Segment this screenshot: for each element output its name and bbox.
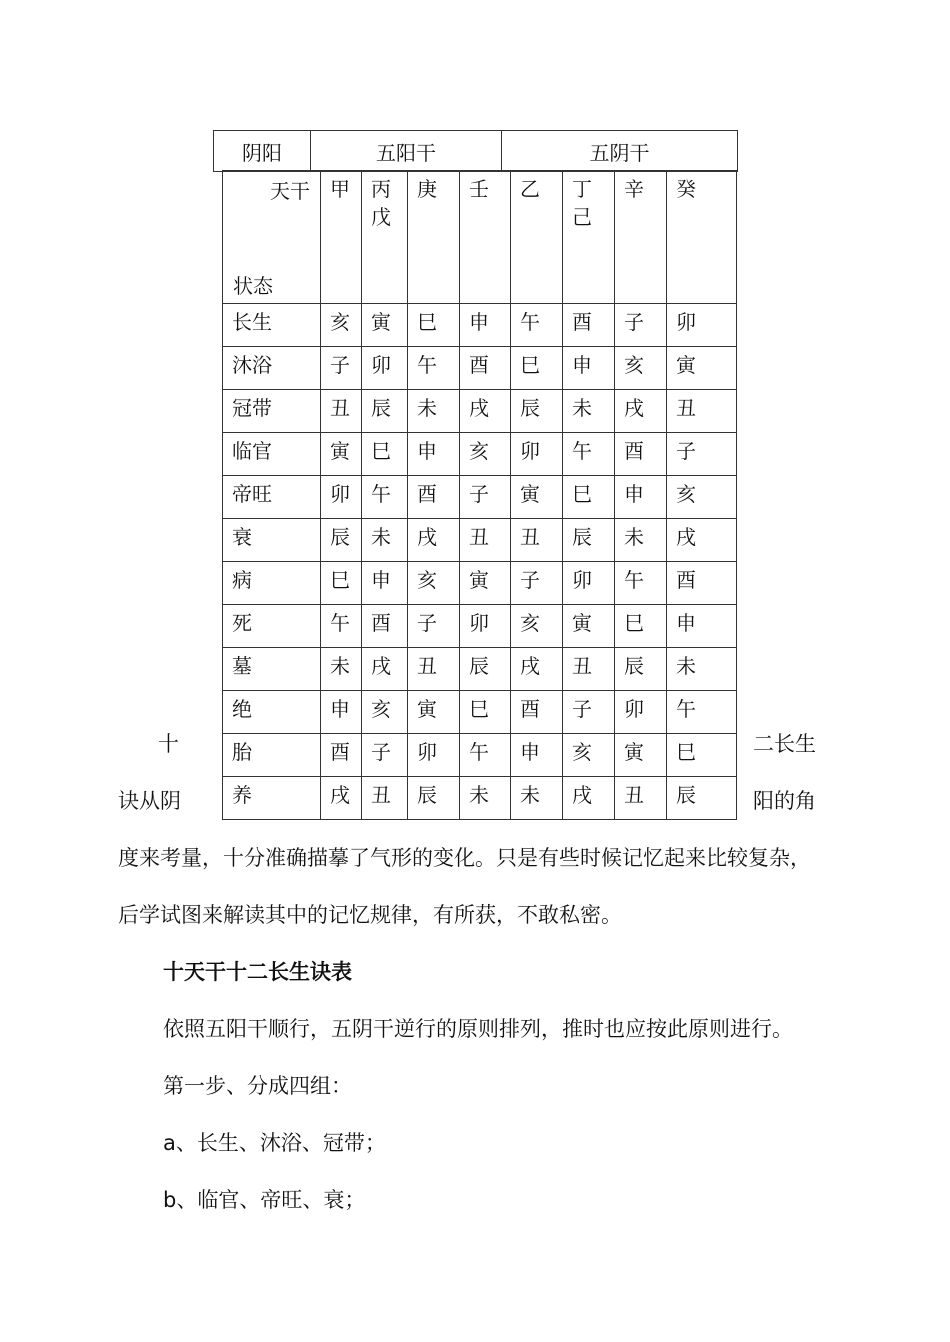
state-label-cell: 死 — [223, 605, 321, 648]
branch-cell: 午 — [563, 433, 615, 476]
branch-cell: 寅 — [667, 347, 737, 390]
branch-cell: 巳 — [511, 347, 563, 390]
state-label-cell: 长生 — [223, 304, 321, 347]
branch-cell: 戌 — [321, 777, 362, 820]
branch-cell: 丑 — [511, 519, 563, 562]
table-row — [223, 734, 737, 777]
branch-cell: 未 — [460, 777, 511, 820]
branch-cell: 戌 — [667, 519, 737, 562]
branch-cell: 申 — [460, 304, 511, 347]
table-row — [223, 304, 737, 347]
state-label-cell: 帝旺 — [223, 476, 321, 519]
branch-cell: 寅 — [511, 476, 563, 519]
branch-cell: 子 — [460, 476, 511, 519]
state-label-cell: 临官 — [223, 433, 321, 476]
branch-cell: 辰 — [615, 648, 667, 691]
stem-char: 乙 — [520, 177, 540, 201]
body-line-1: 度来考量，十分准确描摹了气形的变化。只是有些时候记忆起来比较复杂， — [118, 846, 811, 870]
branch-cell: 未 — [362, 519, 408, 562]
changsheng-table — [222, 170, 737, 820]
branch-cell: 子 — [362, 734, 408, 777]
branch-cell: 子 — [408, 605, 460, 648]
branch-cell: 丑 — [667, 390, 737, 433]
corner-label-state: 状态 — [233, 274, 273, 298]
branch-cell: 亥 — [362, 691, 408, 734]
list-item-a: a、长生、沐浴、冠带； — [163, 1131, 386, 1155]
table-row — [223, 390, 737, 433]
corner-cell — [223, 171, 321, 304]
branch-cell: 子 — [321, 347, 362, 390]
branch-cell: 未 — [667, 648, 737, 691]
branch-cell: 酉 — [511, 691, 563, 734]
branch-cell: 申 — [615, 476, 667, 519]
yinyang-header-cell: 阴阳 — [214, 131, 311, 172]
branch-cell: 辰 — [408, 777, 460, 820]
branch-cell: 丑 — [362, 777, 408, 820]
wrap-text-right-2: 阳的角 — [753, 789, 816, 813]
state-label-cell: 胎 — [223, 734, 321, 777]
branch-cell: 午 — [408, 347, 460, 390]
state-label-cell: 衰 — [223, 519, 321, 562]
stem-char: 丙 — [371, 177, 391, 201]
branch-cell: 午 — [667, 691, 737, 734]
stem-cell — [362, 171, 408, 304]
branch-cell: 寅 — [321, 433, 362, 476]
branch-cell: 子 — [667, 433, 737, 476]
section-heading: 十天干十二长生诀表 — [163, 960, 352, 984]
table-body — [223, 304, 737, 820]
stem-cell — [615, 171, 667, 304]
branch-cell: 寅 — [408, 691, 460, 734]
stem-char: 己 — [572, 205, 592, 229]
branch-cell: 巳 — [667, 734, 737, 777]
branch-cell: 子 — [563, 691, 615, 734]
corner-label-stem: 天干 — [270, 179, 310, 203]
table-row — [223, 691, 737, 734]
branch-cell: 申 — [563, 347, 615, 390]
branch-cell: 戌 — [563, 777, 615, 820]
branch-cell: 申 — [362, 562, 408, 605]
wrap-text-right-1: 二长生 — [753, 732, 816, 756]
branch-cell: 未 — [408, 390, 460, 433]
branch-cell: 未 — [511, 777, 563, 820]
branch-cell: 午 — [511, 304, 563, 347]
table-row — [223, 562, 737, 605]
table-row — [223, 648, 737, 691]
table-row — [223, 476, 737, 519]
yin-stems-header-cell: 五阴干 — [502, 131, 738, 172]
stem-cell — [321, 171, 362, 304]
branch-cell: 戌 — [408, 519, 460, 562]
branch-cell: 戌 — [615, 390, 667, 433]
branch-cell: 巳 — [563, 476, 615, 519]
state-label-cell: 养 — [223, 777, 321, 820]
branch-cell: 申 — [408, 433, 460, 476]
branch-cell: 亥 — [460, 433, 511, 476]
stem-char: 壬 — [469, 177, 489, 201]
branch-cell: 巳 — [321, 562, 362, 605]
branch-cell: 辰 — [362, 390, 408, 433]
stem-char: 辛 — [624, 177, 644, 201]
branch-cell: 卯 — [563, 562, 615, 605]
branch-cell: 酉 — [615, 433, 667, 476]
branch-cell: 亥 — [563, 734, 615, 777]
branch-cell: 巳 — [460, 691, 511, 734]
stem-char: 甲 — [330, 177, 350, 201]
list-item-b: b、临官、帝旺、衰； — [163, 1188, 366, 1212]
table-row — [223, 605, 737, 648]
wrap-text-left-2: 诀从阴 — [118, 789, 181, 813]
branch-cell: 卯 — [615, 691, 667, 734]
table-row — [223, 777, 737, 820]
state-label-cell: 墓 — [223, 648, 321, 691]
branch-cell: 酉 — [362, 605, 408, 648]
branch-cell: 巳 — [615, 605, 667, 648]
stem-char: 庚 — [417, 177, 437, 201]
branch-cell: 亥 — [321, 304, 362, 347]
branch-cell: 午 — [362, 476, 408, 519]
branch-cell: 未 — [615, 519, 667, 562]
branch-cell: 亥 — [667, 476, 737, 519]
stem-char: 戊 — [371, 205, 391, 229]
state-label-cell: 沐浴 — [223, 347, 321, 390]
branch-cell: 辰 — [321, 519, 362, 562]
branch-cell: 戌 — [511, 648, 563, 691]
branch-cell: 未 — [321, 648, 362, 691]
state-label-cell: 绝 — [223, 691, 321, 734]
branch-cell: 卯 — [362, 347, 408, 390]
yang-stems-header-cell: 五阳干 — [311, 131, 502, 172]
wrap-text-left-1: 十 — [158, 732, 179, 756]
branch-cell: 亥 — [511, 605, 563, 648]
branch-cell: 酉 — [563, 304, 615, 347]
stem-cell — [408, 171, 460, 304]
stem-header-row — [223, 171, 737, 304]
branch-cell: 丑 — [563, 648, 615, 691]
table-row — [223, 433, 737, 476]
branch-cell: 酉 — [667, 562, 737, 605]
branch-cell: 午 — [615, 562, 667, 605]
table-row — [223, 347, 737, 390]
state-label-cell: 病 — [223, 562, 321, 605]
branch-cell: 午 — [321, 605, 362, 648]
branch-cell: 申 — [667, 605, 737, 648]
branch-cell: 辰 — [511, 390, 563, 433]
branch-cell: 午 — [460, 734, 511, 777]
branch-cell: 巳 — [408, 304, 460, 347]
branch-cell: 辰 — [667, 777, 737, 820]
branch-cell: 卯 — [460, 605, 511, 648]
body-line-2: 后学试图来解读其中的记忆规律，有所获，不敢私密。 — [118, 903, 622, 927]
state-label-cell: 冠带 — [223, 390, 321, 433]
table-row — [223, 519, 737, 562]
branch-cell: 戌 — [460, 390, 511, 433]
branch-cell: 卯 — [321, 476, 362, 519]
stem-char: 癸 — [676, 177, 696, 201]
stem-cell — [563, 171, 615, 304]
branch-cell: 巳 — [362, 433, 408, 476]
branch-cell: 辰 — [563, 519, 615, 562]
paragraph-step-1: 第一步、分成四组： — [163, 1074, 352, 1098]
branch-cell: 戌 — [362, 648, 408, 691]
branch-cell: 子 — [615, 304, 667, 347]
branch-cell: 未 — [563, 390, 615, 433]
branch-cell: 寅 — [615, 734, 667, 777]
stem-char: 丁 — [572, 177, 592, 201]
paragraph-rule: 依照五阳干顺行，五阴干逆行的原则排列，推时也应按此原则进行。 — [163, 1017, 793, 1041]
branch-cell: 丑 — [460, 519, 511, 562]
yinyang-header-table — [213, 130, 738, 172]
branch-cell: 亥 — [615, 347, 667, 390]
branch-cell: 亥 — [408, 562, 460, 605]
branch-cell: 寅 — [563, 605, 615, 648]
stem-cell — [511, 171, 563, 304]
branch-cell: 寅 — [362, 304, 408, 347]
branch-cell: 申 — [511, 734, 563, 777]
branch-cell: 申 — [321, 691, 362, 734]
stem-cell — [460, 171, 511, 304]
branch-cell: 酉 — [460, 347, 511, 390]
branch-cell: 寅 — [460, 562, 511, 605]
branch-cell: 酉 — [408, 476, 460, 519]
branch-cell: 辰 — [460, 648, 511, 691]
branch-cell: 丑 — [615, 777, 667, 820]
branch-cell: 酉 — [321, 734, 362, 777]
branch-cell: 卯 — [511, 433, 563, 476]
branch-cell: 丑 — [321, 390, 362, 433]
branch-cell: 卯 — [667, 304, 737, 347]
branch-cell: 子 — [511, 562, 563, 605]
stem-cell — [667, 171, 737, 304]
branch-cell: 卯 — [408, 734, 460, 777]
branch-cell: 丑 — [408, 648, 460, 691]
